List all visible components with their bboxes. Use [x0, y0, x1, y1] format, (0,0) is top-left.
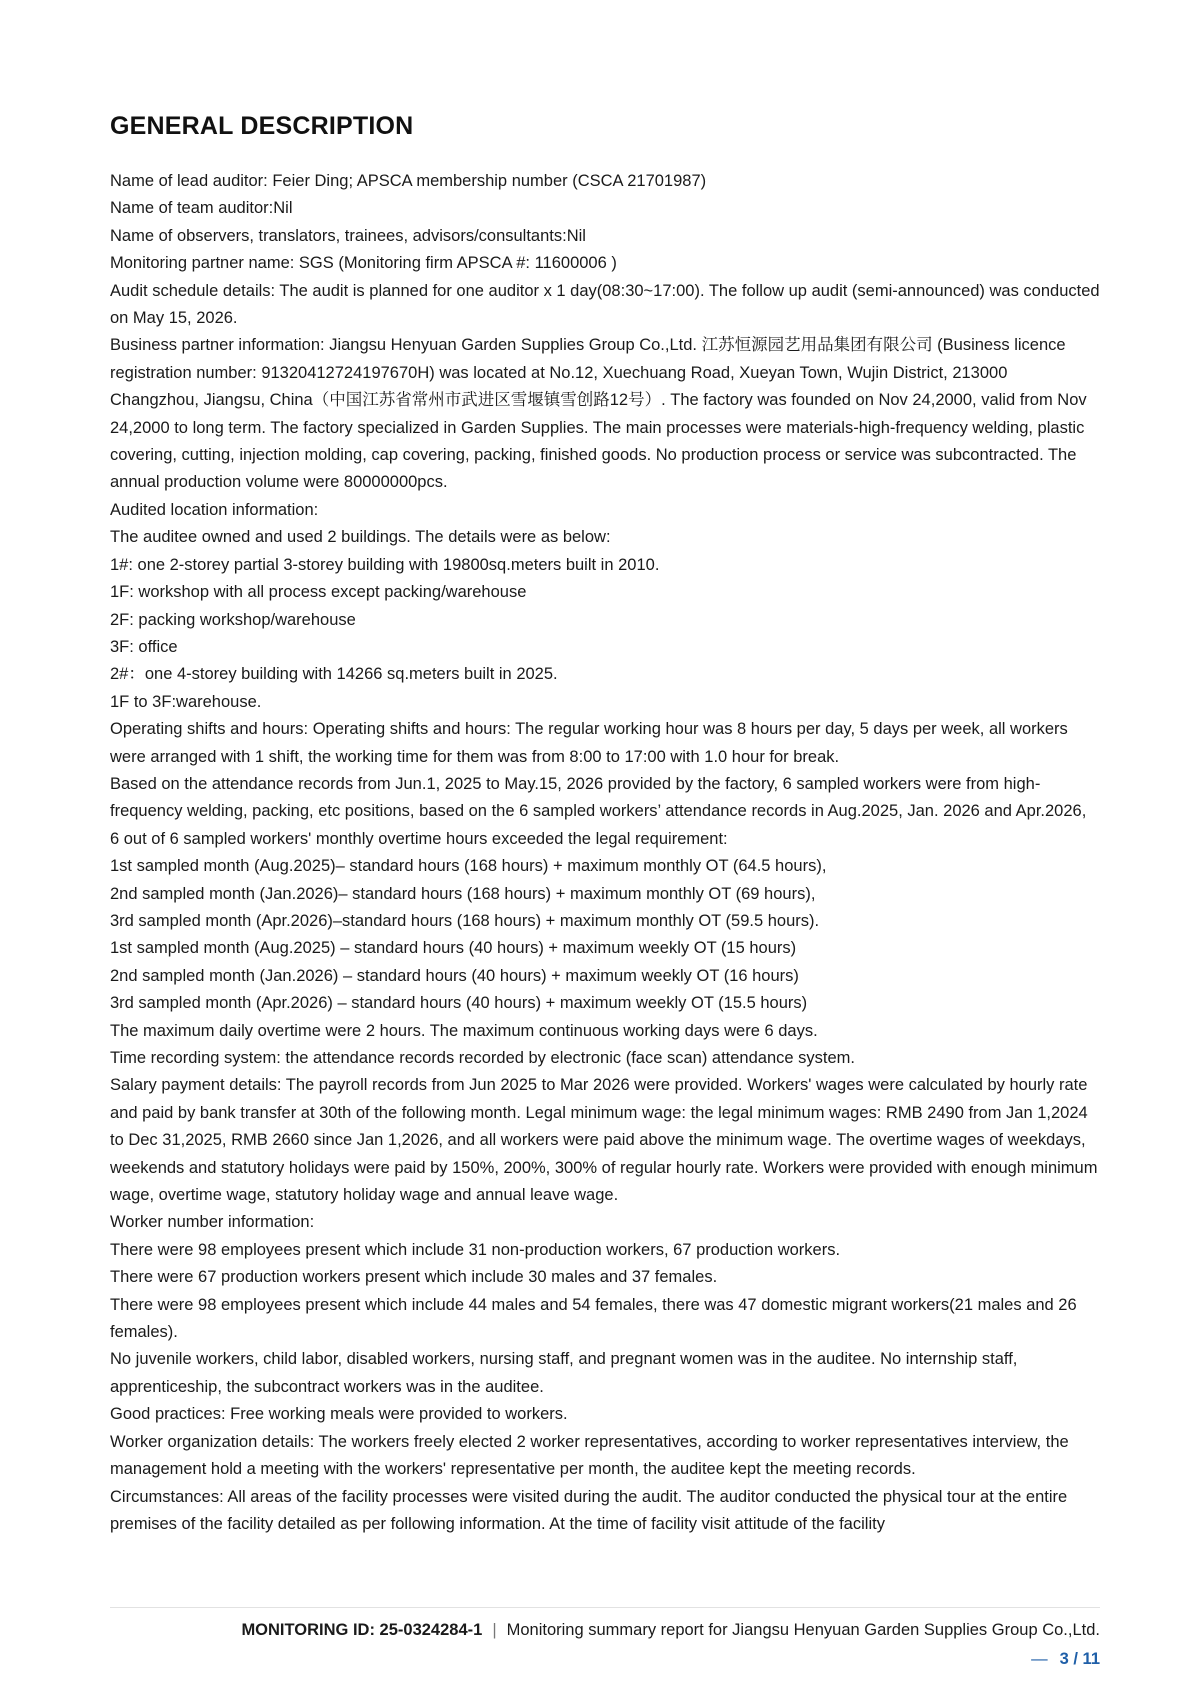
paragraph: 2nd sampled month (Jan.2026) – standard hours (40 hours) + maximum weekly OT (16 hours) [110, 966, 799, 985]
paragraph: 3F: office [110, 637, 178, 656]
page-footer [241, 1621, 1100, 1640]
paragraph: Audit schedule details: The audit is planned for one auditor x 1 day(08:30~17:00). The follow up audit (semi-announced) was conducted on May 15, 2026. [110, 281, 1100, 328]
paragraph: Business partner information: Jiangsu Henyuan Garden Supplies Group Co.,Ltd. 江苏恒源园艺用品集团有限公司 (Business licence registration number: 91320412724197670H) was located at No.12, Xuechuang Road, Xueyan Town, Wujin District, 213000 Changzhou, Jiangsu, China（中国江苏省常州市武进区雪堰镇雪创路12号）. The factory was founded on Nov 24,2000, valid from Nov 24,2000 to long term. The factory specialized in Garden Supplies. The main processes were materials-high-frequency welding, plastic covering, cutting, injection molding, cap covering, packing, finished goods. No production process or service was subcontracted. The annual production volume were 80000000pcs. [110, 336, 1087, 492]
page-indicator [1031, 1650, 1100, 1669]
paragraph: Circumstances: All areas of the facility processes were visited during the audit. The auditor conducted the physical tour at the entire premises of the facility detailed as per following information. At the time of facility visit attitude of the facility [110, 1487, 1068, 1533]
paragraph: 1st sampled month (Aug.2025)– standard hours (168 hours) + maximum monthly OT (64.5 hours), [110, 857, 827, 876]
page-number: 3 / 11 [1059, 1650, 1100, 1668]
paragraph: Worker organization details: The workers freely elected 2 worker representatives, according to worker representatives interview, the management hold a meeting with the workers' representative per month, the auditee kept the meeting records. [110, 1432, 1069, 1479]
pager-dash: — [1031, 1650, 1048, 1668]
section-heading: GENERAL DESCRIPTION [110, 112, 414, 140]
paragraph: Salary payment details: The payroll records from Jun 2025 to Mar 2026 were provided. Workers' wages were calculated by hourly rate and paid by bank transfer at 30th of the following month. Legal minimum wage: the legal minimum wages: RMB 2490 from Jan 1,2024 to Dec 31,2025, RMB 2660 since Jan 1,2026, and all workers were paid above the minimum wage. The overtime wages of weekdays, weekends and statutory holidays were paid by 150%, 200%, 300% of regular hourly rate. Workers were provided with enough minimum wage, overtime wage, statutory holiday wage and annual leave wage. [110, 1076, 1098, 1205]
paragraph: No juvenile workers, child labor, disabled workers, nursing staff, and pregnant women was in the auditee. No internship staff, apprenticeship, the subcontract workers was in the auditee. [110, 1350, 1018, 1396]
report-title: Monitoring summary report for Jiangsu Henyuan Garden Supplies Group Co.,Ltd. [506, 1621, 1100, 1639]
body-text [110, 168, 1100, 1538]
paragraph: Name of team auditor:Nil [110, 199, 293, 218]
monitoring-id: MONITORING ID: 25-0324284-1 [241, 1621, 483, 1639]
paragraph: Name of observers, translators, trainees, advisors/consultants:Nil [110, 226, 586, 245]
paragraph: There were 67 production workers present which include 30 males and 37 females. [110, 1268, 718, 1287]
paragraph: Based on the attendance records from Jun.1, 2025 to May.15, 2026 provided by the factory, 6 sampled workers were from high-frequency welding, packing, etc positions, based on the 6 sampled workers’ attendance records in Aug.2025, Jan. 2026 and Apr.2026, 6 out of 6 sampled workers' monthly overtime hours exceeded the legal requirement: [110, 774, 1087, 848]
paragraph: 1F to 3F:warehouse. [110, 692, 262, 711]
paragraph: There were 98 employees present which include 31 non-production workers, 67 production workers. [110, 1240, 841, 1259]
paragraph: 2#：one 4-storey building with 14266 sq.meters built in 2025. [110, 665, 558, 684]
paragraph: Worker number information: [110, 1213, 315, 1232]
paragraph: Audited location information: [110, 500, 319, 519]
paragraph: 3rd sampled month (Apr.2026)–standard hours (168 hours) + maximum monthly OT (59.5 hours). [110, 911, 820, 930]
paragraph: Time recording system: the attendance records recorded by electronic (face scan) attendance system. [110, 1049, 855, 1067]
paragraph: 2nd sampled month (Jan.2026)– standard hours (168 hours) + maximum monthly OT (69 hours), [110, 884, 816, 903]
paragraph: 2F: packing workshop/warehouse [110, 610, 356, 629]
paragraph: Monitoring partner name: SGS (Monitoring firm APSCA #: 11600006 ) [110, 254, 617, 273]
paragraph: The auditee owned and used 2 buildings. The details were as below: [110, 528, 611, 547]
paragraph: Operating shifts and hours: Operating shifts and hours: The regular working hour was 8 hours per day, 5 days per week, all workers were arranged with 1 shift, the working time for them was from 8:00 to 17:00 with 1.0 hour for break. [110, 720, 1068, 766]
footer-separator: | [492, 1621, 497, 1639]
paragraph: 3rd sampled month (Apr.2026) – standard hours (40 hours) + maximum weekly OT (15.5 hours) [110, 994, 808, 1013]
paragraph: Good practices: Free working meals were provided to workers. [110, 1405, 568, 1424]
footer-divider [110, 1607, 1100, 1608]
paragraph: 1st sampled month (Aug.2025) – standard hours (40 hours) + maximum weekly OT (15 hours) [110, 939, 797, 958]
paragraph: 1#: one 2-storey partial 3-storey building with 19800sq.meters built in 2010. [110, 555, 660, 574]
paragraph: The maximum daily overtime were 2 hours. The maximum continuous working days were 6 days. [110, 1021, 818, 1040]
paragraph: Name of lead auditor: Feier Ding; APSCA membership number (CSCA 21701987) [110, 172, 707, 190]
paragraph: There were 98 employees present which include 44 males and 54 females, there was 47 domestic migrant workers(21 males and 26 females). [110, 1295, 1077, 1342]
paragraph: 1F: workshop with all process except packing/warehouse [110, 583, 527, 602]
